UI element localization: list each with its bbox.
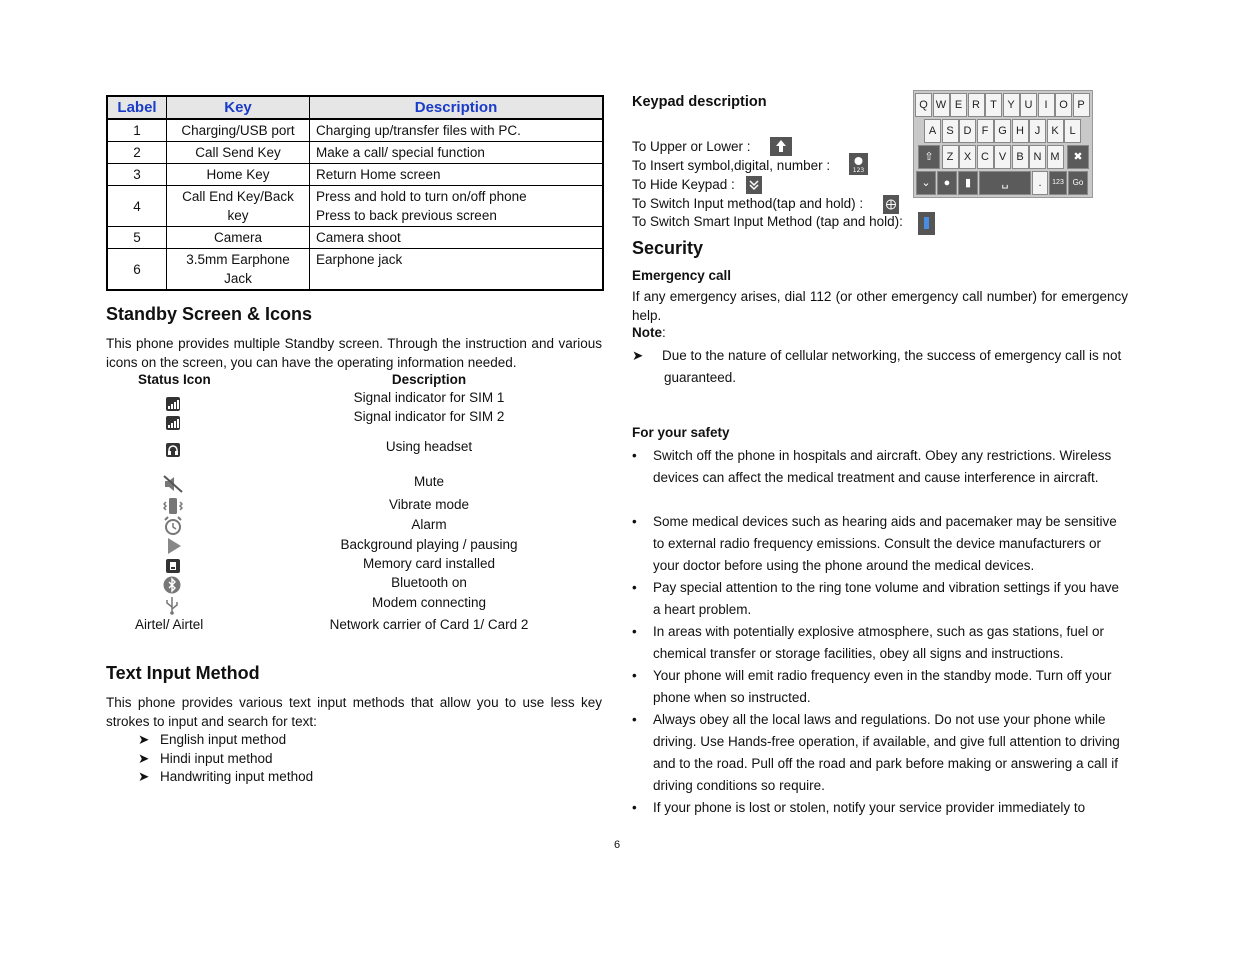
memory-card-icon (166, 559, 180, 573)
list-item-text: Pay special attention to the ring tone volume and vibration settings if you have a heart problem. (653, 580, 1120, 617)
status-description: Background playing / pausing (340, 537, 518, 552)
status-description: Memory card installed (362, 556, 496, 571)
shift-key: ⇧ (918, 145, 940, 169)
note-line (632, 325, 666, 340)
list-item (632, 665, 1128, 709)
key: S (942, 119, 959, 143)
key: J (1029, 119, 1046, 143)
bullet-icon: • (632, 800, 637, 815)
key: T (985, 93, 1002, 117)
table-row (107, 227, 603, 249)
table-header-description: Description (310, 96, 604, 119)
list-item (632, 577, 1128, 621)
row-key: 3.5mm Earphone Jack (167, 249, 310, 291)
row-key: Camera (167, 227, 310, 249)
table-row (107, 164, 603, 186)
go-key: Go (1068, 171, 1088, 195)
key: K (1047, 119, 1064, 143)
table-row (107, 186, 603, 227)
standby-intro: This phone provides multiple Standby screen. Through the instruction and various icons on the screen, you can have the operating information needed. (106, 336, 602, 370)
key: Q (915, 93, 932, 117)
key: F (977, 119, 994, 143)
key: A (924, 119, 941, 143)
status-description: Modem connecting (371, 595, 487, 610)
list-item-text: English input method (160, 732, 287, 747)
bullet-icon: • (632, 580, 637, 595)
keypad-line-symbol: To Insert symbol,digital, number : (632, 158, 831, 173)
note-colon: : (662, 325, 666, 340)
row-description: Charging up/transfer files with PC. (310, 119, 604, 142)
keypad-title: Keypad description (632, 94, 767, 110)
status-icon-header: Status Icon (138, 372, 211, 387)
arrow-bullet-icon: ➤ (138, 769, 150, 784)
status-description: Bluetooth on (391, 575, 467, 590)
signal-sim1-icon (166, 397, 180, 411)
carrier-description: Network carrier of Card 1/ Card 2 (329, 617, 529, 632)
list-item-text: Switch off the phone in hospitals and aircraft. Obey any restrictions. Wireless devices can affect the medical treatment and cause interference in aircraft. (653, 448, 1112, 485)
key: L (1064, 119, 1081, 143)
list-item (632, 511, 1128, 577)
row-label: 5 (107, 227, 167, 249)
note-item-text: Due to the nature of cellular networking, the success of emergency call is not guaranteed. (662, 348, 1122, 385)
row-description-line: Press and hold to turn on/off phone (316, 189, 527, 204)
backspace-key: ✖ (1067, 145, 1089, 169)
alarm-icon (163, 516, 183, 536)
row-description: Camera shoot (310, 227, 604, 249)
key: Y (1003, 93, 1020, 117)
row-key: Charging/USB port (167, 119, 310, 142)
note-item (632, 345, 1128, 389)
status-description: Alarm (411, 517, 447, 532)
emergency-call-text: If any emergency arises, dial 112 (or other emergency call number) for emergency help. (632, 289, 1128, 323)
description-header: Description (391, 372, 467, 387)
table-row (107, 142, 603, 164)
usb-icon (164, 595, 180, 615)
row-description: Make a call/ special function (310, 142, 604, 164)
vibrate-icon (163, 497, 183, 515)
status-description: Signal indicator for SIM 2 (353, 409, 505, 424)
list-item-text: Always obey all the local laws and regulations. Do not use your phone while driving. Use Hands-free operation, if available, and give full attention to driving and to the road. Pull off the road and park before making or answering a call if driving conditions so require. (653, 712, 1120, 793)
status-description: Using headset (385, 439, 473, 454)
symbol-key-text: 123 (852, 167, 865, 174)
key: X (959, 145, 976, 169)
smart-key: ▮ (958, 171, 978, 195)
row-description: Return Home screen (310, 164, 604, 186)
hide-keypad-icon (746, 176, 762, 194)
key: I (1038, 93, 1055, 117)
carrier-label: Airtel/ Airtel (135, 617, 204, 632)
keypad-line-switch-input: To Switch Input method(tap and hold) : (632, 196, 864, 211)
list-item-text: Your phone will emit radio frequency even in the standby mode. Turn off your phone when so instructed. (653, 668, 1112, 705)
bullet-icon: • (632, 514, 637, 529)
globe-key: ● (937, 171, 957, 195)
page-number: 6 (613, 839, 621, 851)
list-item (632, 621, 1128, 665)
table-header-label: Label (107, 96, 167, 119)
num-key: 123 (1049, 171, 1067, 195)
emergency-call-title: Emergency call (632, 268, 732, 283)
list-item (632, 709, 1128, 797)
list-item-text: Hindi input method (160, 750, 273, 766)
row-label: 2 (107, 142, 167, 164)
row-label: 3 (107, 164, 167, 186)
list-item (632, 445, 1128, 489)
row-description (310, 186, 604, 227)
note-label: Note (632, 325, 662, 340)
key: G (994, 119, 1011, 143)
list-item-text: In areas with potentially explosive atmosphere, such as gas stations, fuel or chemical transfer or storage facilities, obey all signs and instructions. (653, 624, 1104, 661)
arrow-bullet-icon: ➤ (138, 750, 150, 766)
input-method-list (138, 731, 313, 787)
bullet-icon: • (632, 668, 637, 683)
list-item (138, 731, 313, 750)
text-input-intro: This phone provides various text input methods that allow you to use less key strokes to input and search for text: (106, 695, 602, 729)
bullet-icon: • (632, 624, 637, 639)
globe-key-icon (883, 195, 899, 214)
status-description: Mute (413, 474, 444, 489)
key: W (933, 93, 950, 117)
row-label: 4 (107, 186, 167, 227)
standby-title: Standby Screen & Icons (106, 304, 313, 324)
key: P (1073, 93, 1090, 117)
row-key: Call Send Key (167, 142, 310, 164)
keypad-line-hide: To Hide Keypad : (632, 177, 735, 192)
row-label: 1 (107, 119, 167, 142)
bullet-icon: • (632, 448, 637, 463)
safety-title: For your safety (632, 425, 730, 440)
list-item-text: Some medical devices such as hearing aids and pacemaker may be sensitive to external radio frequency emissions. Consult the device manufacturers or your doctor before using the phone around the medical devices. (653, 514, 1117, 573)
row-description: Earphone jack (310, 249, 604, 291)
key: Z (942, 145, 959, 169)
row-key: Home Key (167, 164, 310, 186)
key: N (1029, 145, 1046, 169)
hide-key: ⌄ (916, 171, 936, 195)
list-item-text: If your phone is lost or stolen, notify your service provider immediately to (653, 800, 1086, 815)
keypad-line-smart-input: To Switch Smart Input Method (tap and hold): (632, 214, 903, 229)
arrow-bullet-icon: ➤ (632, 348, 644, 363)
key: M (1047, 145, 1064, 169)
arrow-bullet-icon: ➤ (138, 732, 150, 747)
keyboard-image (913, 90, 1093, 198)
mute-icon (163, 475, 183, 493)
table-row (107, 119, 603, 142)
key: R (968, 93, 985, 117)
status-description: Vibrate mode (388, 497, 470, 512)
bullet-icon: • (632, 712, 637, 727)
table-header-key: Key (167, 96, 310, 119)
list-item-text: Handwriting input method (160, 769, 314, 784)
symbol-key-icon (849, 153, 868, 175)
list-item (138, 768, 313, 787)
key: H (1012, 119, 1029, 143)
signal-sim2-icon (166, 416, 180, 430)
security-title: Security (632, 238, 704, 258)
row-description-line: Press to back previous screen (316, 208, 497, 223)
play-icon (165, 537, 183, 555)
space-key: ␣ (979, 171, 1031, 195)
key: C (977, 145, 994, 169)
period-key: . (1032, 171, 1048, 195)
table-row (107, 249, 603, 291)
keys-table (106, 95, 604, 291)
key: B (1012, 145, 1029, 169)
list-item (632, 797, 1128, 819)
key: D (959, 119, 976, 143)
key: O (1055, 93, 1072, 117)
keypad-line-upper: To Upper or Lower : (632, 139, 751, 154)
text-input-title: Text Input Method (106, 663, 260, 683)
bluetooth-icon (163, 576, 181, 594)
row-key: Call End Key/Back key (167, 186, 310, 227)
key: V (994, 145, 1011, 169)
smart-input-key-icon (918, 212, 935, 235)
key: E (950, 93, 967, 117)
headset-icon (166, 443, 180, 457)
list-item (138, 750, 313, 769)
shift-key-icon (770, 137, 792, 156)
status-description: Signal indicator for SIM 1 (353, 390, 505, 405)
row-label: 6 (107, 249, 167, 291)
key: U (1020, 93, 1037, 117)
